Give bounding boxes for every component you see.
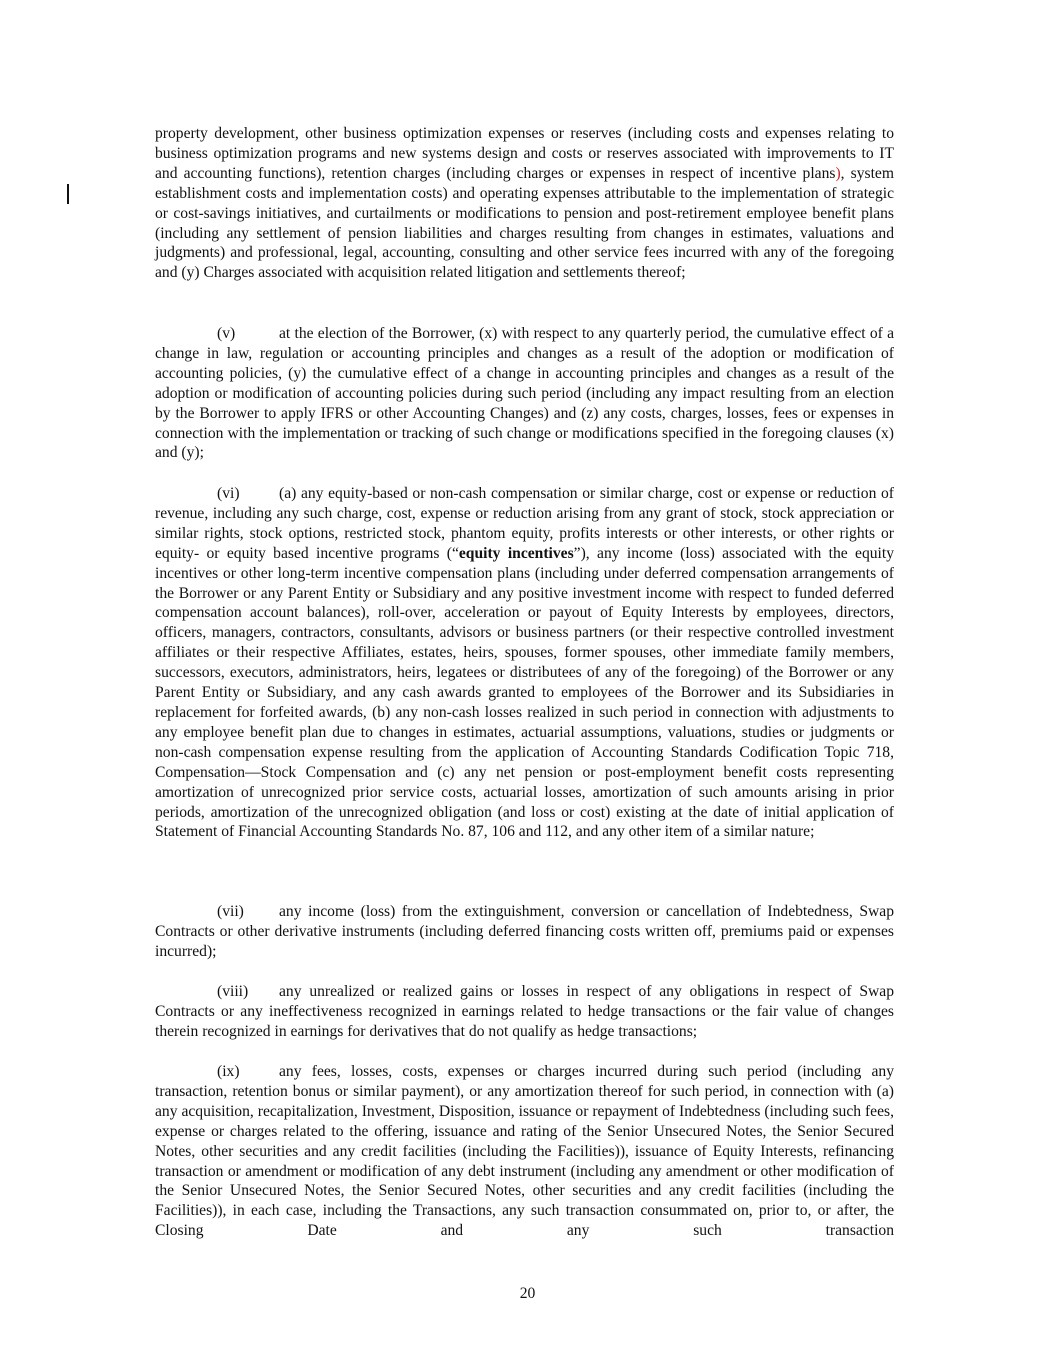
clause-vi (155, 484, 894, 842)
paragraph-text: , system establishment costs and implementation costs) and operating expenses attributable to the implementation of strategic or cost-savings initiatives, and curtailments or modifications to pension and post-retirement employee benefit plans (including any settlement of pension liabilities and charges resulting from changes in estimates, valuations and judgments) and professional, legal, accounting, consulting and other service fees incurred with any of the foregoing and (y) Charges associated with acquisition related litigation and settlements thereof; (155, 164, 894, 282)
paragraph-text: property development, other business optimization expenses or reserves (including costs and expenses relating to business optimization programs and new systems design and costs or reserves associated with improvements to IT and accounting functions), retention charges (including charges or expenses in respect of incentive plans (155, 125, 894, 182)
clause-v (155, 324, 894, 463)
paragraph-continuation (155, 124, 894, 283)
clause-number: (v) (217, 325, 236, 342)
clause-vii (155, 902, 894, 962)
defined-term: equity incentives (458, 544, 574, 562)
clause-number: (vi) (217, 485, 240, 502)
revision-change-bar (67, 184, 69, 204)
clause-text: (a) any equity-based or non-cash compensation or similar charge, cost or expense or reduction of revenue, including any such charge, cost, expense or reduction arising from any grant of stock, stock appreciation or similar rights, stock options, restricted stock, phantom equity, profits interests or other interests, or other rights or equity- or equity based incentive programs (“ (155, 485, 894, 562)
clause-text: any income (loss) from the extinguishment, conversion or cancellation of Indebtedness, Swap Contracts or other derivative instruments (including deferred financing costs written off, premiums paid or expenses incurred); (155, 903, 894, 960)
clause-number: (ix) (217, 1063, 240, 1080)
page-number: 20 (519, 1285, 536, 1302)
clause-ix (155, 1062, 894, 1241)
clause-number: (viii) (217, 983, 249, 1000)
clause-text: ”), any income (loss) associated with the equity incentives or other long-term incentive compensation plans (including under deferred compensation arrangements of the Borrower or any Parent Entity or Subsidiary and any positive investment income with respect to funded deferred compensation account balances), roll-over, acceleration or payout of Equity Interests by employees, directors, officers, managers, contractors, consultants, advisors or business partners (or their respective controlled investment affiliates or their respective Affiliates, estates, heirs, spouses, former spouses, other immediate family members, successors, executors, administrators, heirs, legatees or distributees of any of the foregoing) of the Borrower or any Parent Entity or Subsidiary, and any cash awards granted to employees of the Borrower and its Subsidiaries in replacement for forfeited awards, (b) any non-cash losses realized in such period in connection with adjustments to any employee benefit plan due to changes in estimates, actuarial assumptions, valuations, studies or judgments or non-cash compensation expense resulting from the application of Accounting Standards Codification Topic 718, Compensation—Stock Compensation and (c) any net pension or post-employment benefit costs representing amortization of unrecognized prior service costs, actuarial losses, amortization of such amounts arising in prior periods, amortization of the unrecognized obligation (and loss or cost) existing at the date of initial application of Statement of Financial Accounting Standards No. 87, 106 and 112, and any other item of a similar nature; (155, 544, 895, 841)
clause-text: at the election of the Borrower, (x) with respect to any quarterly period, the cumulative effect of a change in law, regulation or accounting principles and changes as a result of the adoption or modification of accounting policies, (y) the cumulative effect of a change in accounting principles and changes as a result of the adoption or modification of accounting policies during such period (including any impact resulting from an election by the Borrower to apply IFRS or other Accounting Changes) and (z) any costs, charges, losses, fees or expenses in connection with the implementation or tracking of such change or modifications specified in the foregoing clauses (x) and (y); (155, 325, 894, 462)
clause-viii (155, 982, 894, 1042)
clause-number: (vii) (217, 903, 244, 920)
revision-mark: ) (835, 164, 841, 182)
clause-text: any unrealized or realized gains or losses in respect of any obligations in respect of Swap Contracts or any ineffectiveness recognized in earnings related to hedge transactions or the fair value of changes therein recognized in earnings for derivatives that do not qualify as hedge transactions; (155, 983, 894, 1040)
clause-text: any fees, losses, costs, expenses or charges incurred during such period (including any transaction, retention bonus or similar payment), or any amortization thereof for such period, in connection with (a) any acquisition, recapitalization, Investment, Disposition, issuance or repayment of Indebtedness (including such fees, expense or charges related to the offering, issuance and rating of the Senior Unsecured Notes, the Senior Secured Notes, other securities and any credit facilities (including the Facilities)), issuance of Equity Interests, refinancing transaction or amendment or modification of any debt instrument (including any amendment or other modification of the Senior Unsecured Notes, the Senior Secured Notes, other securities and any credit facilities (including the Facilities)), in each case, including the Transactions, any such transaction consummated on, prior to, or after, the Closing Date and any such transaction (155, 1063, 894, 1240)
